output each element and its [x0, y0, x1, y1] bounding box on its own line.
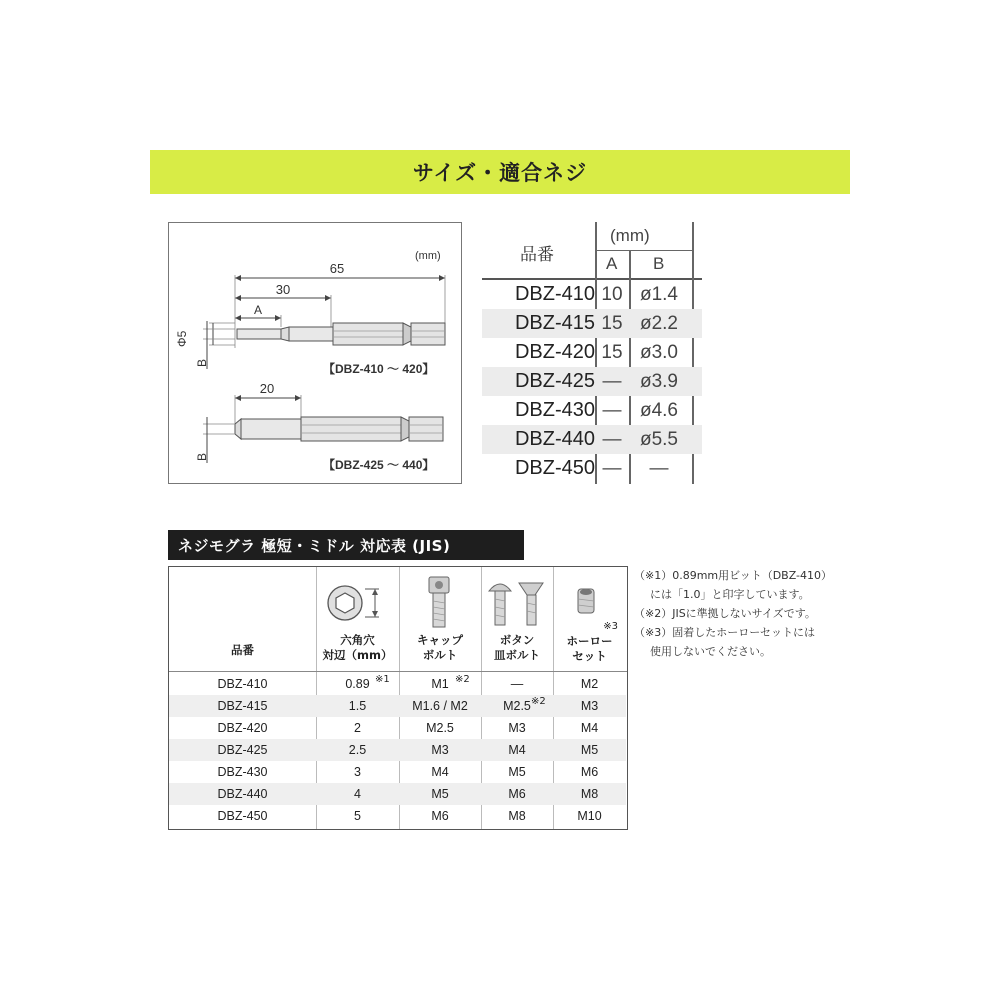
size-row [482, 425, 702, 454]
row-b: ø1.4 [639, 283, 679, 305]
footnote-line: （※3）固着したホーローセットには [634, 626, 815, 639]
size-table [482, 222, 702, 492]
row-code: DBZ-430 [514, 399, 595, 421]
row-a: 15 [601, 312, 623, 334]
header-code: 品番 [520, 245, 554, 265]
jis-head-code: 品番 [231, 643, 254, 657]
row-b: — [649, 457, 669, 479]
section-title: サイズ・適合ネジ [412, 161, 588, 185]
jis-row: DBZ-440 4 M5 M6 M8 [169, 783, 626, 805]
row-a: 15 [601, 341, 623, 363]
row-a: — [602, 399, 622, 421]
dim-b2-label: B [195, 452, 209, 461]
cap-bolt-icon [424, 575, 454, 631]
row-code: DBZ-420 [514, 341, 595, 363]
dim-b1-label: B [195, 358, 209, 367]
size-row [482, 367, 702, 396]
bit-drawings [169, 223, 461, 483]
dim-a-label: A [253, 303, 263, 317]
jis-head-hex: 六角穴 対辺（mm） [322, 633, 393, 662]
row-a: — [602, 370, 622, 392]
footnote-line: （※2）JISに準拠しないサイズです。 [634, 607, 816, 620]
row-code: DBZ-450 [514, 457, 595, 479]
dim-65-label: 65 [329, 261, 345, 276]
jis-label-text: ネジモグラ 極短・ミドル 対応表 (JIS) [178, 536, 451, 555]
size-row [482, 309, 702, 338]
jis-head-set: ※3 ホーロー セット [566, 621, 618, 663]
row-b: ø4.6 [639, 399, 679, 421]
size-row [482, 280, 702, 309]
dim-20-label: 20 [259, 381, 275, 396]
row-b: ø2.2 [639, 312, 679, 334]
dim-phi5-label: Φ5 [175, 330, 189, 347]
short-bit-drawing [237, 323, 445, 345]
header-b: B [653, 254, 665, 273]
jis-head-btn: ボタン 皿ボルト [494, 633, 540, 662]
size-row [482, 454, 702, 483]
jis-row: DBZ-420 2 M2.5 M3 M4 [217, 721, 599, 735]
footnote-line: 使用しないでください。 [650, 645, 771, 658]
row-a: — [602, 457, 622, 479]
dim-30-label: 30 [275, 282, 291, 297]
bit-dimension-diagram [168, 222, 462, 484]
row-b: ø5.5 [639, 428, 679, 450]
jis-row: DBZ-450 5 M6 M8 M10 [217, 809, 602, 823]
long-bit-drawing [235, 417, 443, 441]
row-b: ø3.0 [639, 341, 679, 363]
jis-table-label [168, 530, 524, 560]
row-b: ø3.9 [639, 370, 679, 392]
size-table-header [482, 222, 702, 278]
jis-row: DBZ-415 1.5 M1.6 / M2 M2.5 ※2 M3 [169, 695, 626, 717]
diagram-unit: (mm) [415, 250, 441, 262]
row-a: — [602, 428, 622, 450]
jis-row: DBZ-425 2.5 M3 M4 M5 [169, 739, 626, 761]
footnotes [634, 566, 874, 661]
set-screw-icon [575, 587, 599, 619]
row-code: DBZ-410 [514, 283, 595, 305]
button-flat-bolt-icon [485, 577, 551, 633]
row-code: DBZ-415 [514, 312, 595, 334]
footnote-line: （※1）0.89mm用ビット（DBZ-410） [634, 569, 833, 582]
header-a: A [606, 254, 618, 273]
jis-row: DBZ-410 0.89 ※1 M1 ※2 — M2 [217, 674, 599, 691]
caption-long-bit: 【DBZ-425 ～ 440】 [323, 458, 435, 472]
size-row [482, 396, 702, 425]
row-code: DBZ-440 [514, 428, 595, 450]
jis-compat-table [168, 566, 628, 830]
footnote-line: には「1.0」と印字しています。 [650, 588, 810, 601]
section-title-banner [150, 150, 850, 194]
caption-short-bit: 【DBZ-410 ～ 420】 [323, 362, 435, 376]
jis-row: DBZ-430 3 M4 M5 M6 [217, 765, 599, 779]
row-a: 10 [601, 283, 623, 305]
hex-socket-icon [321, 581, 391, 627]
jis-head-cap: キャップ ボルト [417, 633, 463, 662]
header-unit: (mm) [610, 226, 650, 245]
size-row [482, 338, 702, 367]
row-code: DBZ-425 [514, 370, 595, 392]
